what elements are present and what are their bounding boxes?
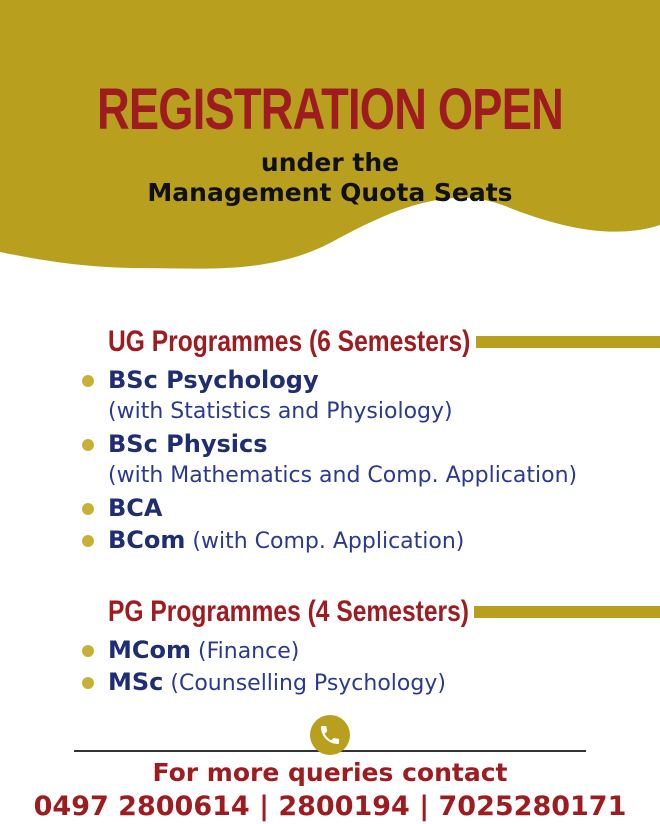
headline: REGISTRATION OPEN [96, 77, 563, 142]
programme-note: (with Mathematics and Comp. Application) [108, 463, 578, 488]
list-item [0, 524, 660, 556]
programme-name: BCA [108, 494, 163, 522]
pg-section-bar [474, 606, 660, 618]
pg-section [0, 594, 660, 698]
pg-section-title: PG Programmes (4 Semesters) [108, 595, 469, 628]
programme-name: MCom [108, 636, 191, 664]
headline-subline-1: under the [260, 148, 400, 177]
contact-phone-numbers: 0497 2800614 | 2800194 | 7025280171 [33, 791, 627, 822]
phone-icon [310, 715, 350, 755]
bullet-icon [82, 503, 94, 515]
programme-note: (Counselling Psychology) [170, 671, 446, 696]
programme-line [108, 524, 464, 558]
programme-name: BSc Psychology [108, 366, 319, 394]
ug-section [0, 324, 660, 556]
programme-name: BCom [108, 526, 186, 554]
bullet-icon [82, 645, 94, 657]
list-item-note [0, 460, 660, 492]
phone-glyph-icon [318, 723, 342, 747]
bullet-icon [82, 677, 94, 689]
ug-section-header [0, 324, 660, 364]
list-item [0, 492, 660, 524]
pg-section-header [0, 594, 660, 634]
list-item [0, 634, 660, 666]
headline-subline-2: Management Quota Seats [147, 178, 513, 207]
list-item [0, 428, 660, 460]
bullet-icon [82, 375, 94, 387]
bullet-icon [82, 535, 94, 547]
ug-section-bar [476, 336, 660, 348]
programme-note: (with Statistics and Physiology) [108, 399, 453, 424]
header [0, 78, 660, 208]
programme-note: (with Comp. Application) [192, 529, 465, 554]
programme-line [108, 666, 446, 700]
programme-line [108, 634, 299, 668]
list-item [0, 364, 660, 396]
list-item-note [0, 396, 660, 428]
programme-note: (Finance) [198, 639, 300, 664]
list-item [0, 666, 660, 698]
bullet-icon [82, 439, 94, 451]
ug-section-title: UG Programmes (6 Semesters) [108, 325, 471, 358]
contact-block [0, 756, 660, 824]
programme-name: BSc Physics [108, 430, 268, 458]
programme-name: MSc [108, 668, 164, 696]
contact-label: For more queries contact [152, 758, 508, 787]
